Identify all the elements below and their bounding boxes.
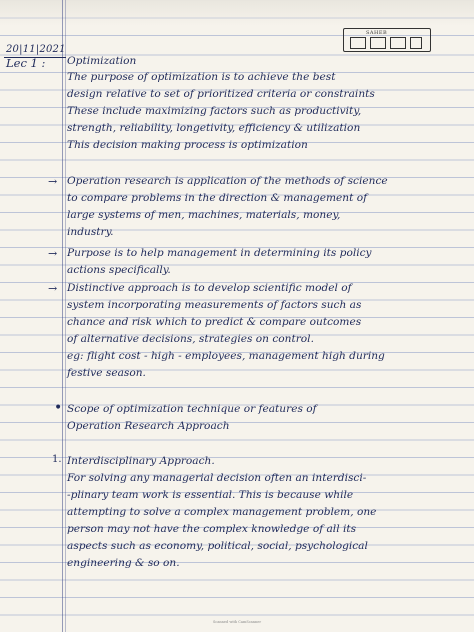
brand-cell bbox=[370, 37, 386, 49]
handwritten-line: person may not have the complex knowledge of all its bbox=[67, 523, 357, 535]
notebook-brand-box bbox=[343, 28, 431, 52]
brand-cell bbox=[350, 37, 366, 49]
handwritten-line: aspects such as economy, political, social, psychological bbox=[67, 540, 368, 552]
margin-line-inner bbox=[65, 0, 66, 632]
handwritten-line: engineering & so on. bbox=[67, 557, 180, 569]
arrow-marker: → bbox=[48, 282, 58, 295]
page-top-shadow bbox=[0, 0, 474, 26]
brand-cell bbox=[410, 37, 422, 49]
brand-cell bbox=[390, 37, 406, 49]
handwritten-line: industry. bbox=[67, 226, 114, 238]
handwritten-line: Optimization bbox=[67, 55, 137, 67]
handwritten-line: The purpose of optimization is to achieve the best bbox=[67, 71, 336, 83]
handwritten-line: eg: flight cost - high - employees, management high during bbox=[67, 350, 385, 362]
handwritten-line: This decision making process is optimization bbox=[67, 139, 308, 151]
bullet-marker: 1. bbox=[52, 454, 62, 465]
bullet-marker: • bbox=[54, 400, 63, 416]
arrow-marker: → bbox=[48, 175, 58, 188]
handwritten-line: design relative to set of prioritized criteria or constraints bbox=[67, 88, 375, 100]
scanner-footer: Scanned with CamScanner bbox=[212, 620, 262, 624]
handwritten-line: -plinary team work is essential. This is because while bbox=[67, 489, 354, 501]
handwritten-line: festive season. bbox=[67, 367, 146, 379]
handwritten-line: strength, reliability, longetivity, efficiency & utilization bbox=[67, 122, 361, 134]
margin-line bbox=[62, 0, 63, 632]
handwritten-line: These include maximizing factors such as productivity, bbox=[67, 105, 362, 117]
handwritten-line: For solving any managerial decision often an interdisci- bbox=[67, 472, 367, 484]
notebook-brand-label: SAHEB bbox=[366, 30, 388, 36]
handwritten-line: Interdisciplinary Approach. bbox=[67, 455, 215, 467]
handwritten-line: Operation Research Approach bbox=[67, 420, 230, 432]
handwritten-line: large systems of men, machines, materials, money, bbox=[67, 209, 341, 221]
handwritten-line: Distinctive approach is to develop scientific model of bbox=[67, 282, 352, 294]
handwritten-line: chance and risk which to predict & compare outcomes bbox=[67, 316, 362, 328]
handwritten-line: to compare problems in the direction & management of bbox=[67, 192, 368, 204]
handwritten-line: Purpose is to help management in determining its policy bbox=[67, 247, 372, 259]
handwritten-line: Scope of optimization technique or features of bbox=[67, 403, 317, 415]
date-label: 20|11|2021 bbox=[6, 44, 66, 55]
handwritten-line: Operation research is application of the methods of science bbox=[67, 175, 388, 187]
arrow-marker: → bbox=[48, 247, 58, 260]
handwritten-line: of alternative decisions, strategies on control. bbox=[67, 333, 314, 345]
handwritten-line: actions specifically. bbox=[67, 264, 171, 276]
handwritten-line: system incorporating measurements of factors such as bbox=[67, 299, 362, 311]
lecture-label: Lec 1 : bbox=[6, 56, 46, 70]
handwritten-line: attempting to solve a complex management problem, one bbox=[67, 506, 377, 518]
